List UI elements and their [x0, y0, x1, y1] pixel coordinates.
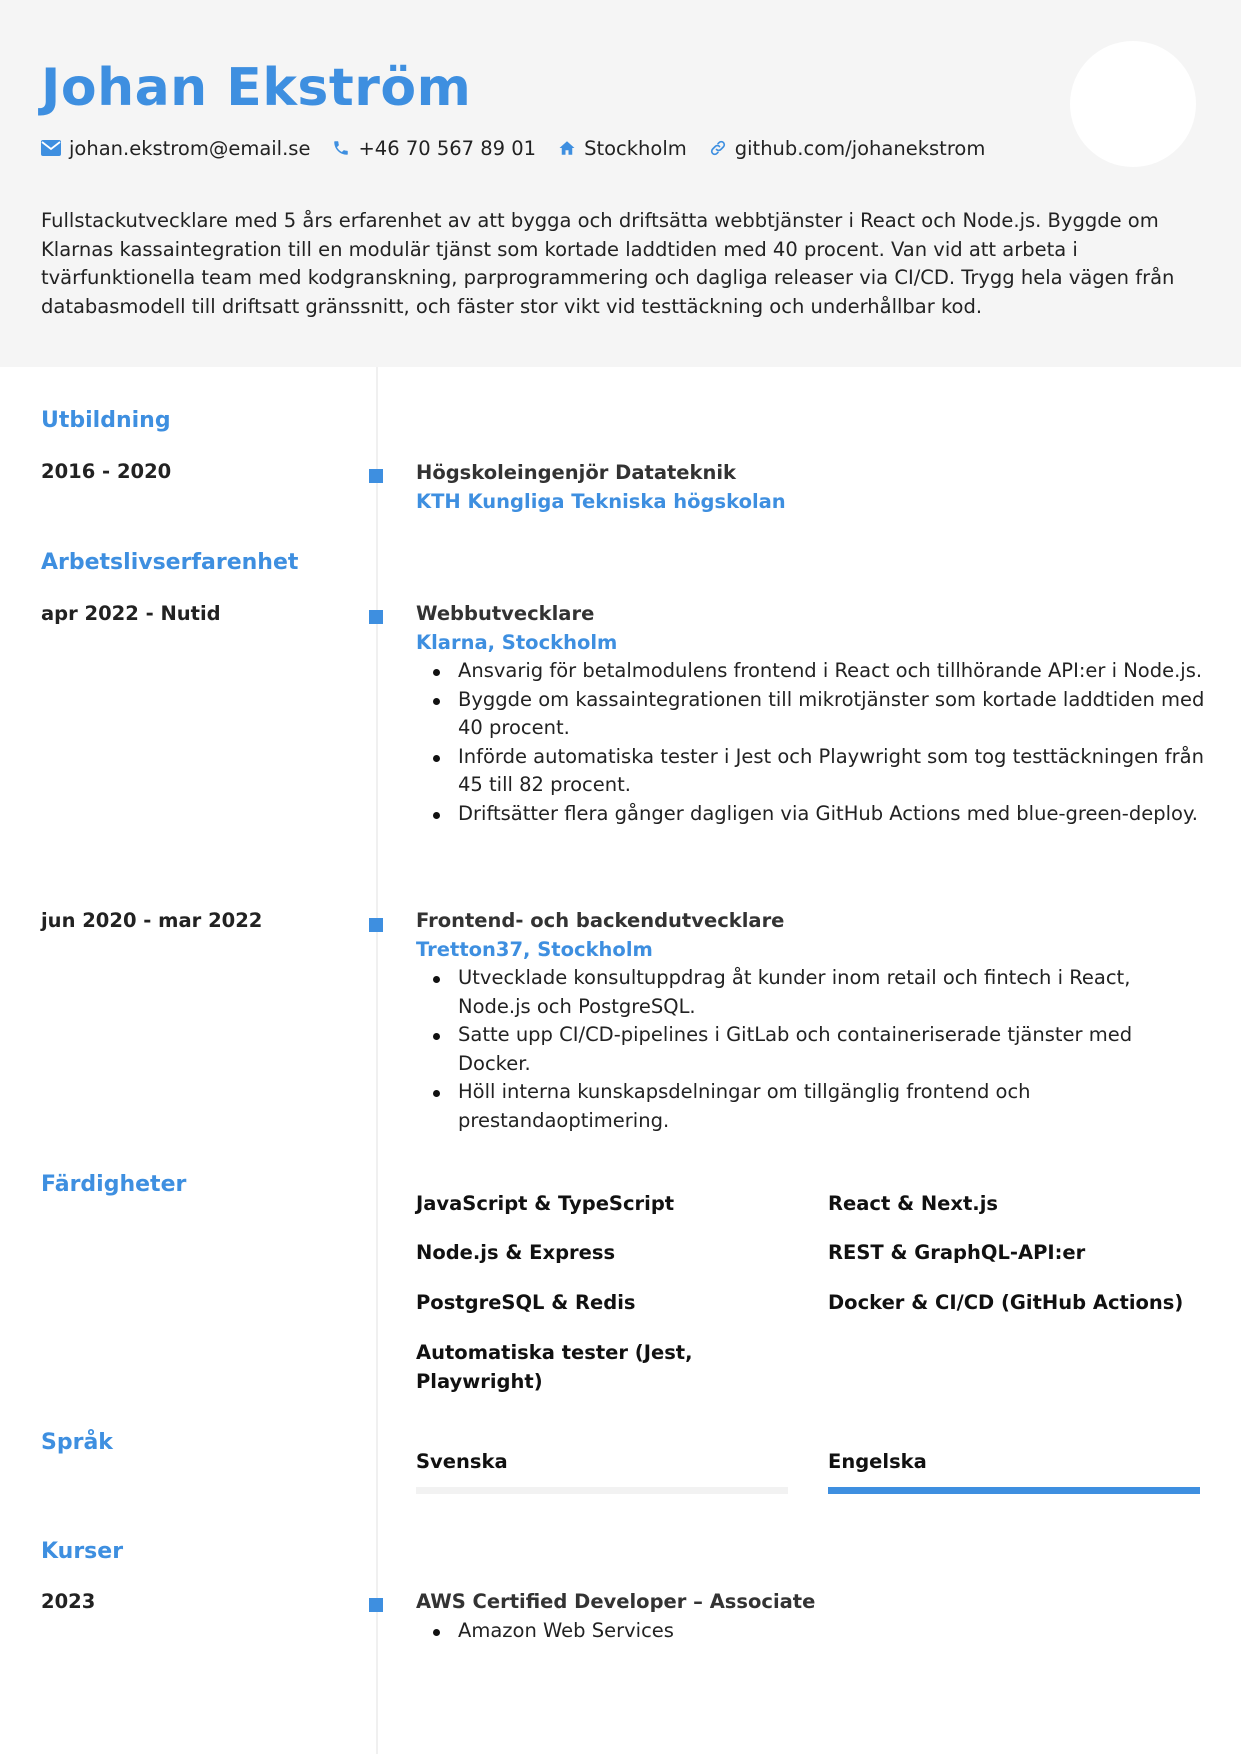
language-level-bar [416, 1487, 788, 1494]
phone-icon [332, 139, 350, 157]
degree-title: Högskoleingenjör Datateknik [416, 461, 737, 484]
list-item: Införde automatiska tester i Jest och Playwright som tog testtäckningen från 45 till 82 procent. [458, 743, 1206, 800]
profile-photo-placeholder [1070, 41, 1196, 167]
home-icon [558, 139, 576, 157]
candidate-name: Johan Ekström [41, 58, 472, 118]
skill-item: Docker & CI/CD (GitHub Actions) [828, 1291, 1184, 1314]
job-bullets [416, 964, 1206, 1135]
contact-website[interactable] [709, 137, 986, 160]
experience-date: apr 2022 - Nutid [41, 602, 221, 625]
list-item: Ansvarig för betalmodulens frontend i React och tillhörande API:er i Node.js. [458, 657, 1206, 686]
section-title-education: Utbildning [41, 408, 171, 433]
course-date: 2023 [41, 1590, 96, 1613]
education-entry [416, 459, 1206, 516]
timeline-marker [369, 469, 383, 483]
phone-text: +46 70 567 89 01 [358, 136, 537, 160]
header [0, 0, 1241, 367]
skill-item: REST & GraphQL-API:er [828, 1241, 1086, 1264]
skill-item: React & Next.js [828, 1192, 999, 1215]
contact-email[interactable] [41, 137, 310, 160]
profile-summary: Fullstackutvecklare med 5 års erfarenhet av att bygga och driftsätta webbtjänster i React och Node.js. Byggde om Klarnas kassaintegration till en modulär tjänst som kortade laddtiden med 40 procent. Van vid att arbeta i tvärfunktionella team med kodgranskning, parprogrammering och dagliga releaser via CI/CD. Trygg hela vägen från databasmodell till driftsatt gränssnitt, och fäster stor vikt vid testtäckning och underhållbar kod. [41, 209, 1175, 318]
language-level-fill [828, 1487, 1200, 1494]
website-text: github.com/johanekstrom [734, 136, 986, 160]
language-name: Svenska [416, 1450, 508, 1473]
language-level-bar [828, 1487, 1200, 1494]
section-title-experience: Arbetslivserfarenhet [41, 550, 299, 575]
experience-entry [416, 907, 1206, 1135]
experience-entry [416, 600, 1206, 828]
link-icon [709, 139, 727, 157]
list-item: Satte upp CI/CD-pipelines i GitLab och containeriserade tjänster med Docker. [458, 1021, 1206, 1078]
contact-row [41, 134, 1007, 162]
contact-phone[interactable] [332, 137, 536, 160]
school-name: KTH Kungliga Tekniska högskolan [416, 489, 786, 513]
job-company: Klarna, Stockholm [416, 630, 618, 654]
location-text: Stockholm [584, 136, 687, 160]
skill-item: JavaScript & TypeScript [416, 1192, 675, 1215]
email-text: johan.ekstrom@email.se [69, 136, 311, 160]
skill-item: Automatiska tester (Jest, Playwright) [416, 1341, 693, 1393]
timeline-divider [376, 367, 378, 1754]
list-item: Driftsätter flera gånger dagligen via GitHub Actions med blue-green-deploy. [458, 800, 1206, 829]
experience-date: jun 2020 - mar 2022 [41, 909, 263, 932]
job-role: Frontend- och backendutvecklare [416, 909, 785, 932]
job-company: Tretton37, Stockholm [416, 937, 653, 961]
skill-item: Node.js & Express [416, 1241, 616, 1264]
timeline-marker [369, 1598, 383, 1612]
course-bullets [416, 1617, 1206, 1646]
mail-icon [41, 140, 61, 156]
list-item: Byggde om kassaintegrationen till mikrotjänster som kortade laddtiden med 40 procent. [458, 686, 1206, 743]
contact-location [558, 137, 687, 160]
list-item: Utvecklade konsultuppdrag åt kunder inom retail och fintech i React, Node.js och PostgreSQL. [458, 964, 1206, 1021]
list-item: Amazon Web Services [458, 1617, 1206, 1646]
section-title-courses: Kurser [41, 1539, 124, 1564]
language-name: Engelska [828, 1450, 927, 1473]
section-title-languages: Språk [41, 1430, 113, 1455]
timeline-marker [369, 610, 383, 624]
course-name: AWS Certified Developer – Associate [416, 1590, 816, 1613]
section-title-skills: Färdigheter [41, 1172, 187, 1197]
education-date: 2016 - 2020 [41, 460, 172, 483]
list-item: Höll interna kunskapsdelningar om tillgänglig frontend och prestandaoptimering. [458, 1078, 1206, 1135]
skill-item: PostgreSQL & Redis [416, 1291, 636, 1314]
job-role: Webbutvecklare [416, 602, 595, 625]
timeline-marker [369, 918, 383, 932]
course-entry [416, 1588, 1206, 1645]
job-bullets [416, 657, 1206, 828]
